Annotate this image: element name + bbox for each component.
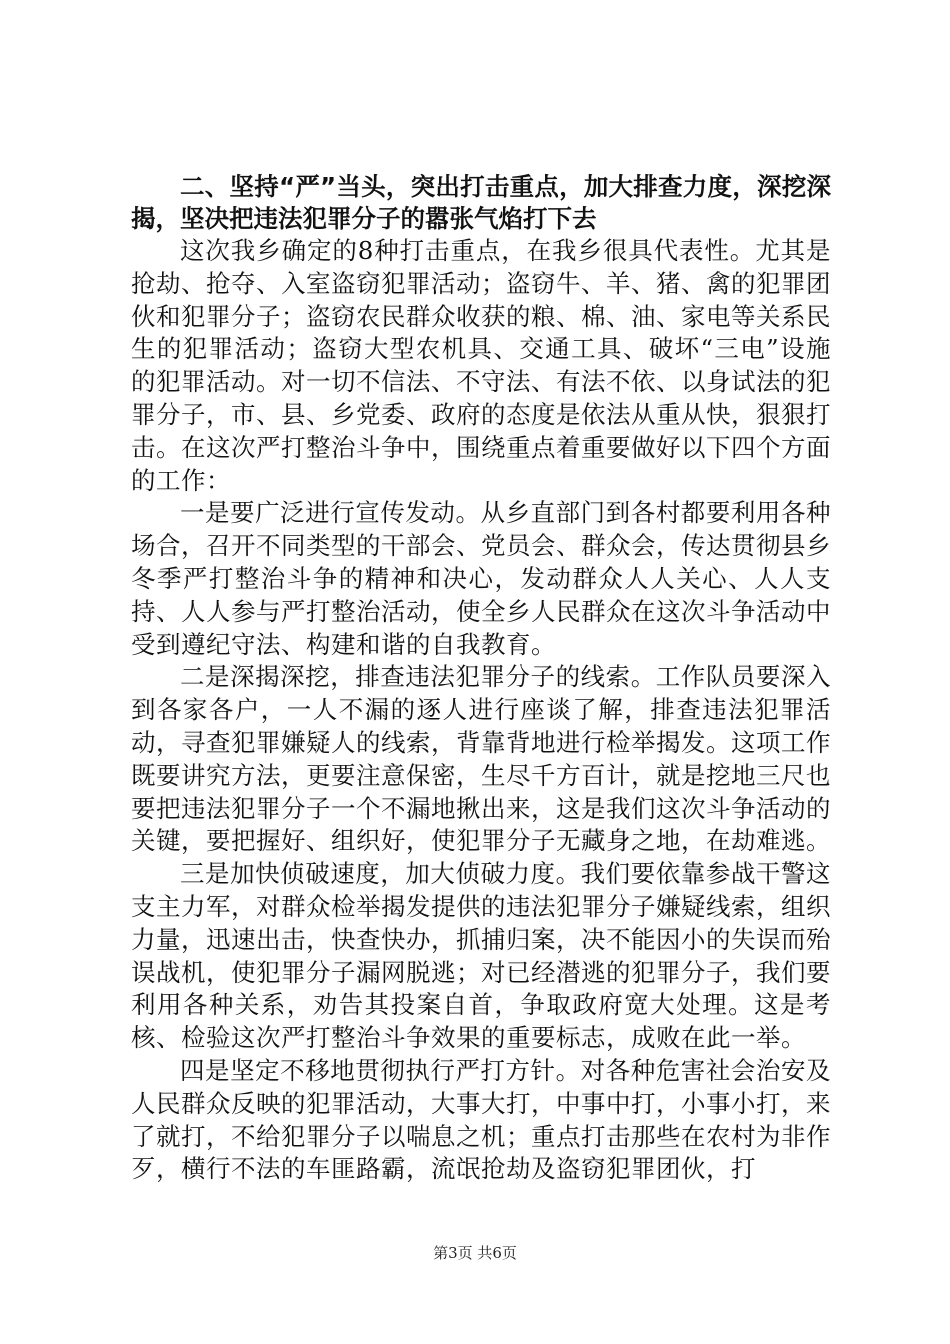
document-body xyxy=(131,171,831,1186)
paragraph-intro: 这次我乡确定的8种打击重点，在我乡很具代表性。尤其是抢劫、抢夺、入室盗窃犯罪活动；盗窃牛、羊、猪、禽的犯罪团伙和犯罪分子；盗窃农民群众收获的粮、棉、油、家电等关系民生的犯罪活动；盗窃大型农机具、交通工具、破坏“三电”设施的犯罪活动。对一切不信法、不守法、有法不依、以身试法的犯罪分子，市、县、乡党委、政府的态度是依法从重从快，狠狠打击。在这次严打整治斗争中，围绕重点着重要做好以下四个方面的工作： xyxy=(131,236,831,495)
paragraph-point-one: 一是要广泛进行宣传发动。从乡直部门到各村都要利用各种场合，召开不同类型的干部会、党员会、群众会，传达贯彻县乡冬季严打整治斗争的精神和决心，发动群众人人关心、人人支持、人人参与严打整治活动，使全乡人民群众在这次斗争活动中受到遵纪守法、构建和谐的自我教育。 xyxy=(131,498,831,659)
page-number-footer: 第3页 共6页 xyxy=(433,1244,517,1262)
paragraph-point-four: 四是坚定不移地贯彻执行严打方针。对各种危害社会治安及人民群众反映的犯罪活动，大事大打，中事中打，小事小打，来了就打，不给犯罪分子以喘息之机；重点打击那些在农村为非作歹，横行不法的车匪路霸，流氓抢劫及盗窃犯罪团伙，打 xyxy=(131,1055,831,1184)
paragraph-point-three: 三是加快侦破速度，加大侦破力度。我们要依靠参战干警这支主力军，对群众检举揭发提供的违法犯罪分子嫌疑线索，组织力量，迅速出击，快查快办，抓捕归案，决不能因小的失误而殆误战机，使犯罪分子漏网脱逃；对已经潜逃的犯罪分子，我们要利用各种关系，劝告其投案自首，争取政府宽大处理。这是考核、检验这次严打整治斗争效果的重要标志，成败在此一举。 xyxy=(131,859,831,1053)
section-heading: 二、坚持“严”当头，突出打击重点，加大排查力度，深挖深揭，坚决把违法犯罪分子的嚣张气焰打下去 xyxy=(131,172,831,233)
paragraph-point-two: 二是深揭深挖，排查违法犯罪分子的线索。工作队员要深入到各家各户，一人不漏的逐人进行座谈了解，排查违法犯罪活动，寻查犯罪嫌疑人的线索，背靠背地进行检举揭发。这项工作既要讲究方法，更要注意保密，生尽千方百计，就是挖地三尺也要把违法犯罪分子一个不漏地揪出来，这是我们这次斗争活动的关键，要把握好、组织好，使犯罪分子无藏身之地，在劫难逃。 xyxy=(131,662,831,856)
